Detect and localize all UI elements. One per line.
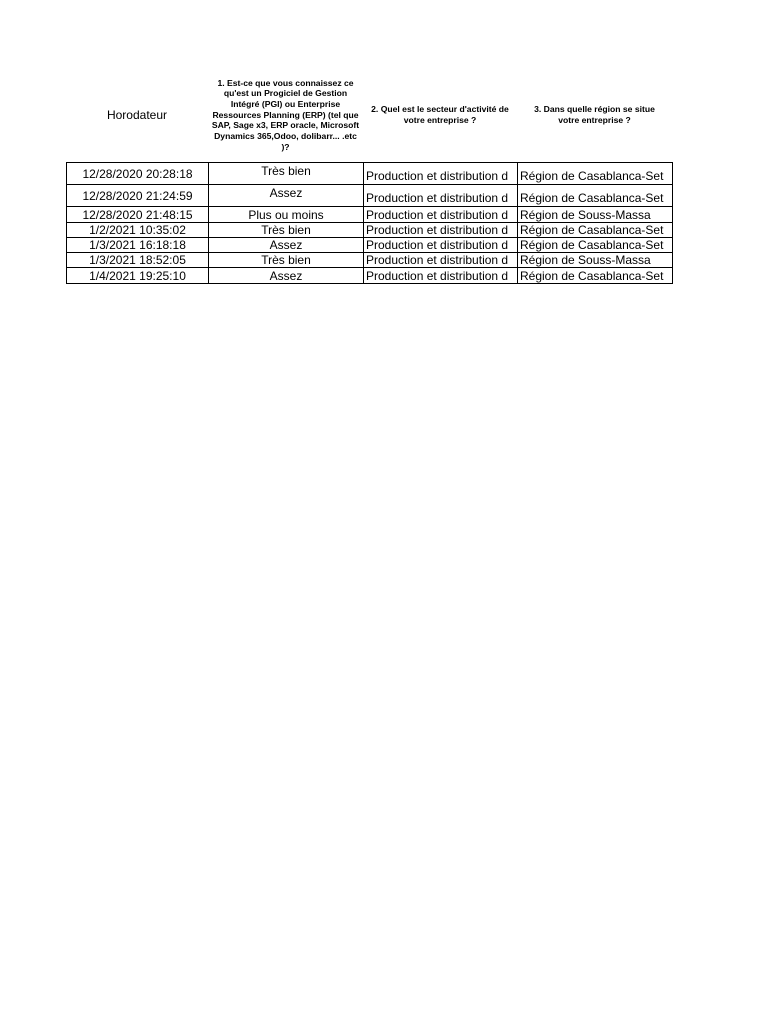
region-cell: Région de Souss-Massa <box>518 253 673 268</box>
sector-cell: Production et distribution d <box>364 163 518 185</box>
timestamp-cell: 1/2/2021 10:35:02 <box>67 223 209 238</box>
header-question-2: 2. Quel est le secteur d'activité de votre entreprise ? <box>371 104 509 125</box>
timestamp-cell: 1/3/2021 16:18:18 <box>67 238 209 253</box>
table-row <box>67 238 673 253</box>
header-row <box>66 70 672 160</box>
header-horodateur: Horodateur <box>106 108 168 122</box>
spreadsheet <box>66 70 672 283</box>
responses-table <box>66 162 673 284</box>
table-row <box>67 185 673 207</box>
timestamp-cell: 12/28/2020 20:28:18 <box>67 163 209 185</box>
table-row <box>67 163 673 185</box>
sector-cell: Production et distribution d <box>364 223 518 238</box>
table-row <box>67 223 673 238</box>
timestamp-cell: 1/4/2021 19:25:10 <box>67 268 209 284</box>
sector-cell: Production et distribution d <box>364 207 518 223</box>
sector-cell: Production et distribution d <box>364 268 518 284</box>
region-cell: Région de Casablanca-Set <box>518 268 673 284</box>
table-row <box>67 268 673 284</box>
header-question-3: 3. Dans quelle région se situe votre entreprise ? <box>534 104 655 125</box>
sector-cell: Production et distribution d <box>364 238 518 253</box>
region-cell: Région de Casablanca-Set <box>518 238 673 253</box>
timestamp-cell: 12/28/2020 21:24:59 <box>67 185 209 207</box>
table-row <box>67 207 673 223</box>
region-cell: Région de Casablanca-Set <box>518 223 673 238</box>
table-row <box>67 253 673 268</box>
region-cell: Région de Casablanca-Set <box>518 185 673 207</box>
timestamp-cell: 1/3/2021 18:52:05 <box>67 253 209 268</box>
erp-knowledge-cell: Très bien <box>209 223 364 238</box>
erp-knowledge-cell: Très bien <box>209 163 364 185</box>
timestamp-cell: 12/28/2020 21:48:15 <box>67 207 209 223</box>
erp-knowledge-cell: Assez <box>209 238 364 253</box>
erp-knowledge-cell: Plus ou moins <box>209 207 364 223</box>
header-question-1: 1. Est-ce que vous connaissez ce qu'est un Progiciel de Gestion Intégré (PGI) ou Enterprise Ressources Planning (ERP) (tel que SAP, Sage x3, ERP oracle, Microsoft Dynamics 365,Odoo, dolibarr... .etc )? <box>211 77 360 152</box>
erp-knowledge-cell: Assez <box>209 185 364 207</box>
region-cell: Région de Casablanca-Set <box>518 163 673 185</box>
erp-knowledge-cell: Assez <box>209 268 364 284</box>
region-cell: Région de Souss-Massa <box>518 207 673 223</box>
sector-cell: Production et distribution d <box>364 253 518 268</box>
sector-cell: Production et distribution d <box>364 185 518 207</box>
erp-knowledge-cell: Très bien <box>209 253 364 268</box>
